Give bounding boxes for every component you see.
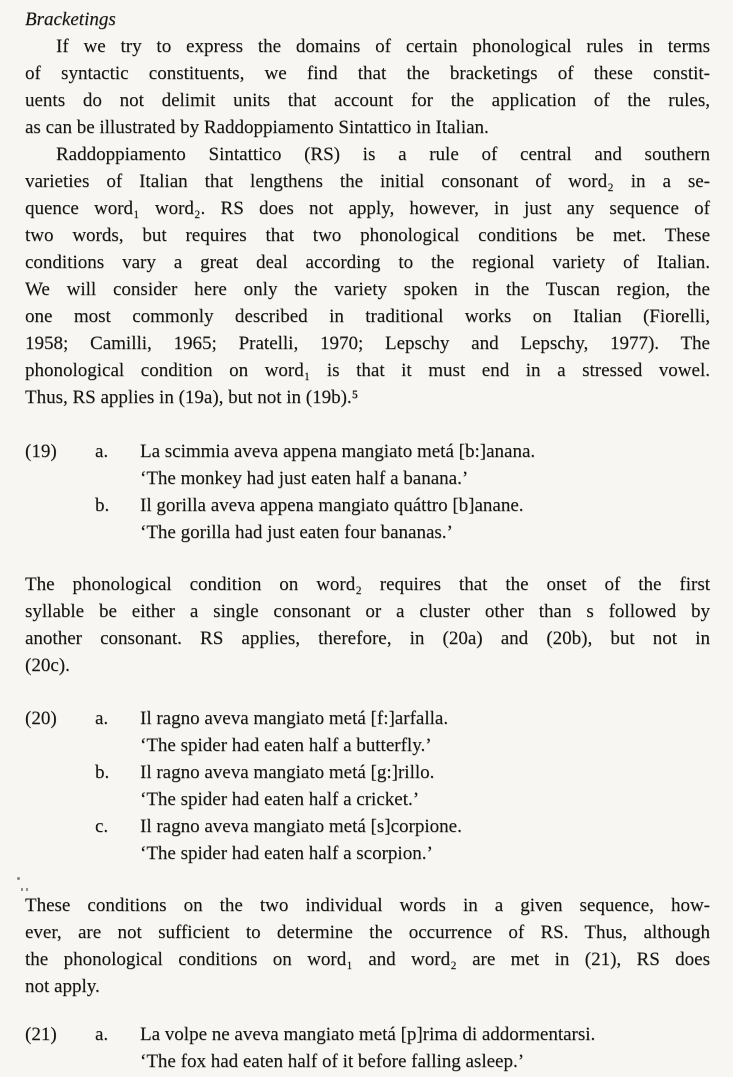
example-letter: b. (95, 495, 110, 516)
example-letter: c. (95, 816, 109, 837)
example-items (95, 705, 710, 867)
example-body (140, 705, 710, 759)
paragraph-line: quence word₁ word₂. RS does not apply, however, in just any sequence of (25, 198, 710, 219)
paragraph-line: phonological condition on word₁ is that it must end in a stressed vowel. (25, 360, 710, 381)
paragraph-line: 1958; Camilli, 1965; Pratelli, 1970; Lepschy and Lepschy, 1977). The (25, 333, 710, 354)
example-19 (25, 438, 710, 546)
paragraph-line: another consonant. RS applies, therefore, in (20a) and (20b), but not in (25, 628, 710, 649)
paragraph-line: of syntactic constituents, we find that the bracketings of these constit- (25, 63, 710, 84)
example-item-20c (95, 813, 710, 867)
paragraph-line: as can be illustrated by Raddoppiamento Sintattico in Italian. (25, 117, 489, 138)
example-sentence-italian: La volpe ne aveva mangiato metá [p]rima di addormentarsi. (140, 1024, 596, 1045)
example-gloss-english: ‘The gorilla had just eaten four bananas.’ (140, 522, 453, 543)
example-body (140, 759, 710, 813)
example-gloss-english: ‘The spider had eaten half a scorpion.’ (140, 843, 433, 864)
paragraph-line: These conditions on the two individual words in a given sequence, how- (25, 895, 710, 916)
example-body (140, 1021, 710, 1075)
paragraph-line: syllable be either a single consonant or a cluster other than s followed by (25, 601, 710, 622)
section-heading: Bracketings (25, 9, 116, 30)
paragraph-line: conditions vary a great deal according to the regional variety of Italian. (25, 252, 710, 273)
example-letter: a. (95, 708, 109, 729)
example-number: (21) (25, 1024, 57, 1045)
paragraph-line: We will consider here only the variety spoken in the Tuscan region, the (25, 279, 710, 300)
example-21 (25, 1021, 710, 1075)
example-body (140, 492, 710, 546)
paragraph-2 (25, 141, 710, 411)
paragraph-line: ever, are not sufficient to determine the occurrence of RS. Thus, although (25, 922, 710, 943)
paragraph-line: Thus, RS applies in (19a), but not in (19b).⁵ (25, 387, 359, 408)
example-letter: b. (95, 762, 110, 783)
example-sentence-italian: Il ragno aveva mangiato metá [f:]arfalla. (140, 708, 449, 729)
example-items (95, 438, 710, 546)
scan-artifact-dot (17, 877, 20, 880)
paragraph-line: If we try to express the domains of certain phonological rules in terms (56, 36, 710, 57)
example-20 (25, 705, 710, 867)
example-sentence-italian: Il ragno aveva mangiato metá [g:]rillo. (140, 762, 435, 783)
paragraph-line: (20c). (25, 655, 70, 676)
example-item-20b (95, 759, 710, 813)
example-item-20a (95, 705, 710, 759)
scan-artifact-ticks (21, 888, 29, 891)
example-item-19a (95, 438, 710, 492)
example-letter: a. (95, 1024, 109, 1045)
example-gloss-english: ‘The monkey had just eaten half a banana.’ (140, 468, 469, 489)
example-sentence-italian: Il gorilla aveva appena mangiato quáttro [b]anane. (140, 495, 524, 516)
paragraph-1 (25, 33, 710, 141)
paragraph-line: one most commonly described in traditional works on Italian (Fiorelli, (25, 306, 710, 327)
example-item-19b (95, 492, 710, 546)
paragraph-4 (25, 892, 710, 1000)
example-body (140, 438, 710, 492)
paragraph-line: varieties of Italian that lengthens the initial consonant of word₂ in a se- (25, 171, 710, 192)
example-gloss-english: ‘The spider had eaten half a cricket.’ (140, 789, 420, 810)
paragraph-line: the phonological conditions on word₁ and word₂ are met in (21), RS does (25, 949, 710, 970)
example-number: (19) (25, 441, 57, 462)
example-letter: a. (95, 441, 109, 462)
example-gloss-english: ‘The fox had eaten half of it before falling asleep.’ (140, 1051, 525, 1072)
paragraph-line: two words, but requires that two phonological conditions be met. These (25, 225, 710, 246)
paragraph-line: uents do not delimit units that account for the application of the rules, (25, 90, 710, 111)
paragraph-3 (25, 571, 710, 679)
paragraph-line: not apply. (25, 976, 100, 997)
example-gloss-english: ‘The spider had eaten half a butterfly.’ (140, 735, 432, 756)
paragraph-line: Raddoppiamento Sintattico (RS) is a rule of central and southern (56, 144, 710, 165)
example-sentence-italian: Il ragno aveva mangiato metá [s]corpione. (140, 816, 462, 837)
example-item-21a (95, 1021, 710, 1075)
example-number: (20) (25, 708, 57, 729)
example-sentence-italian: La scimmia aveva appena mangiato metá [b:]anana. (140, 441, 536, 462)
example-body (140, 813, 710, 867)
example-items (95, 1021, 710, 1075)
paragraph-line: The phonological condition on word₂ requires that the onset of the first (25, 574, 710, 595)
